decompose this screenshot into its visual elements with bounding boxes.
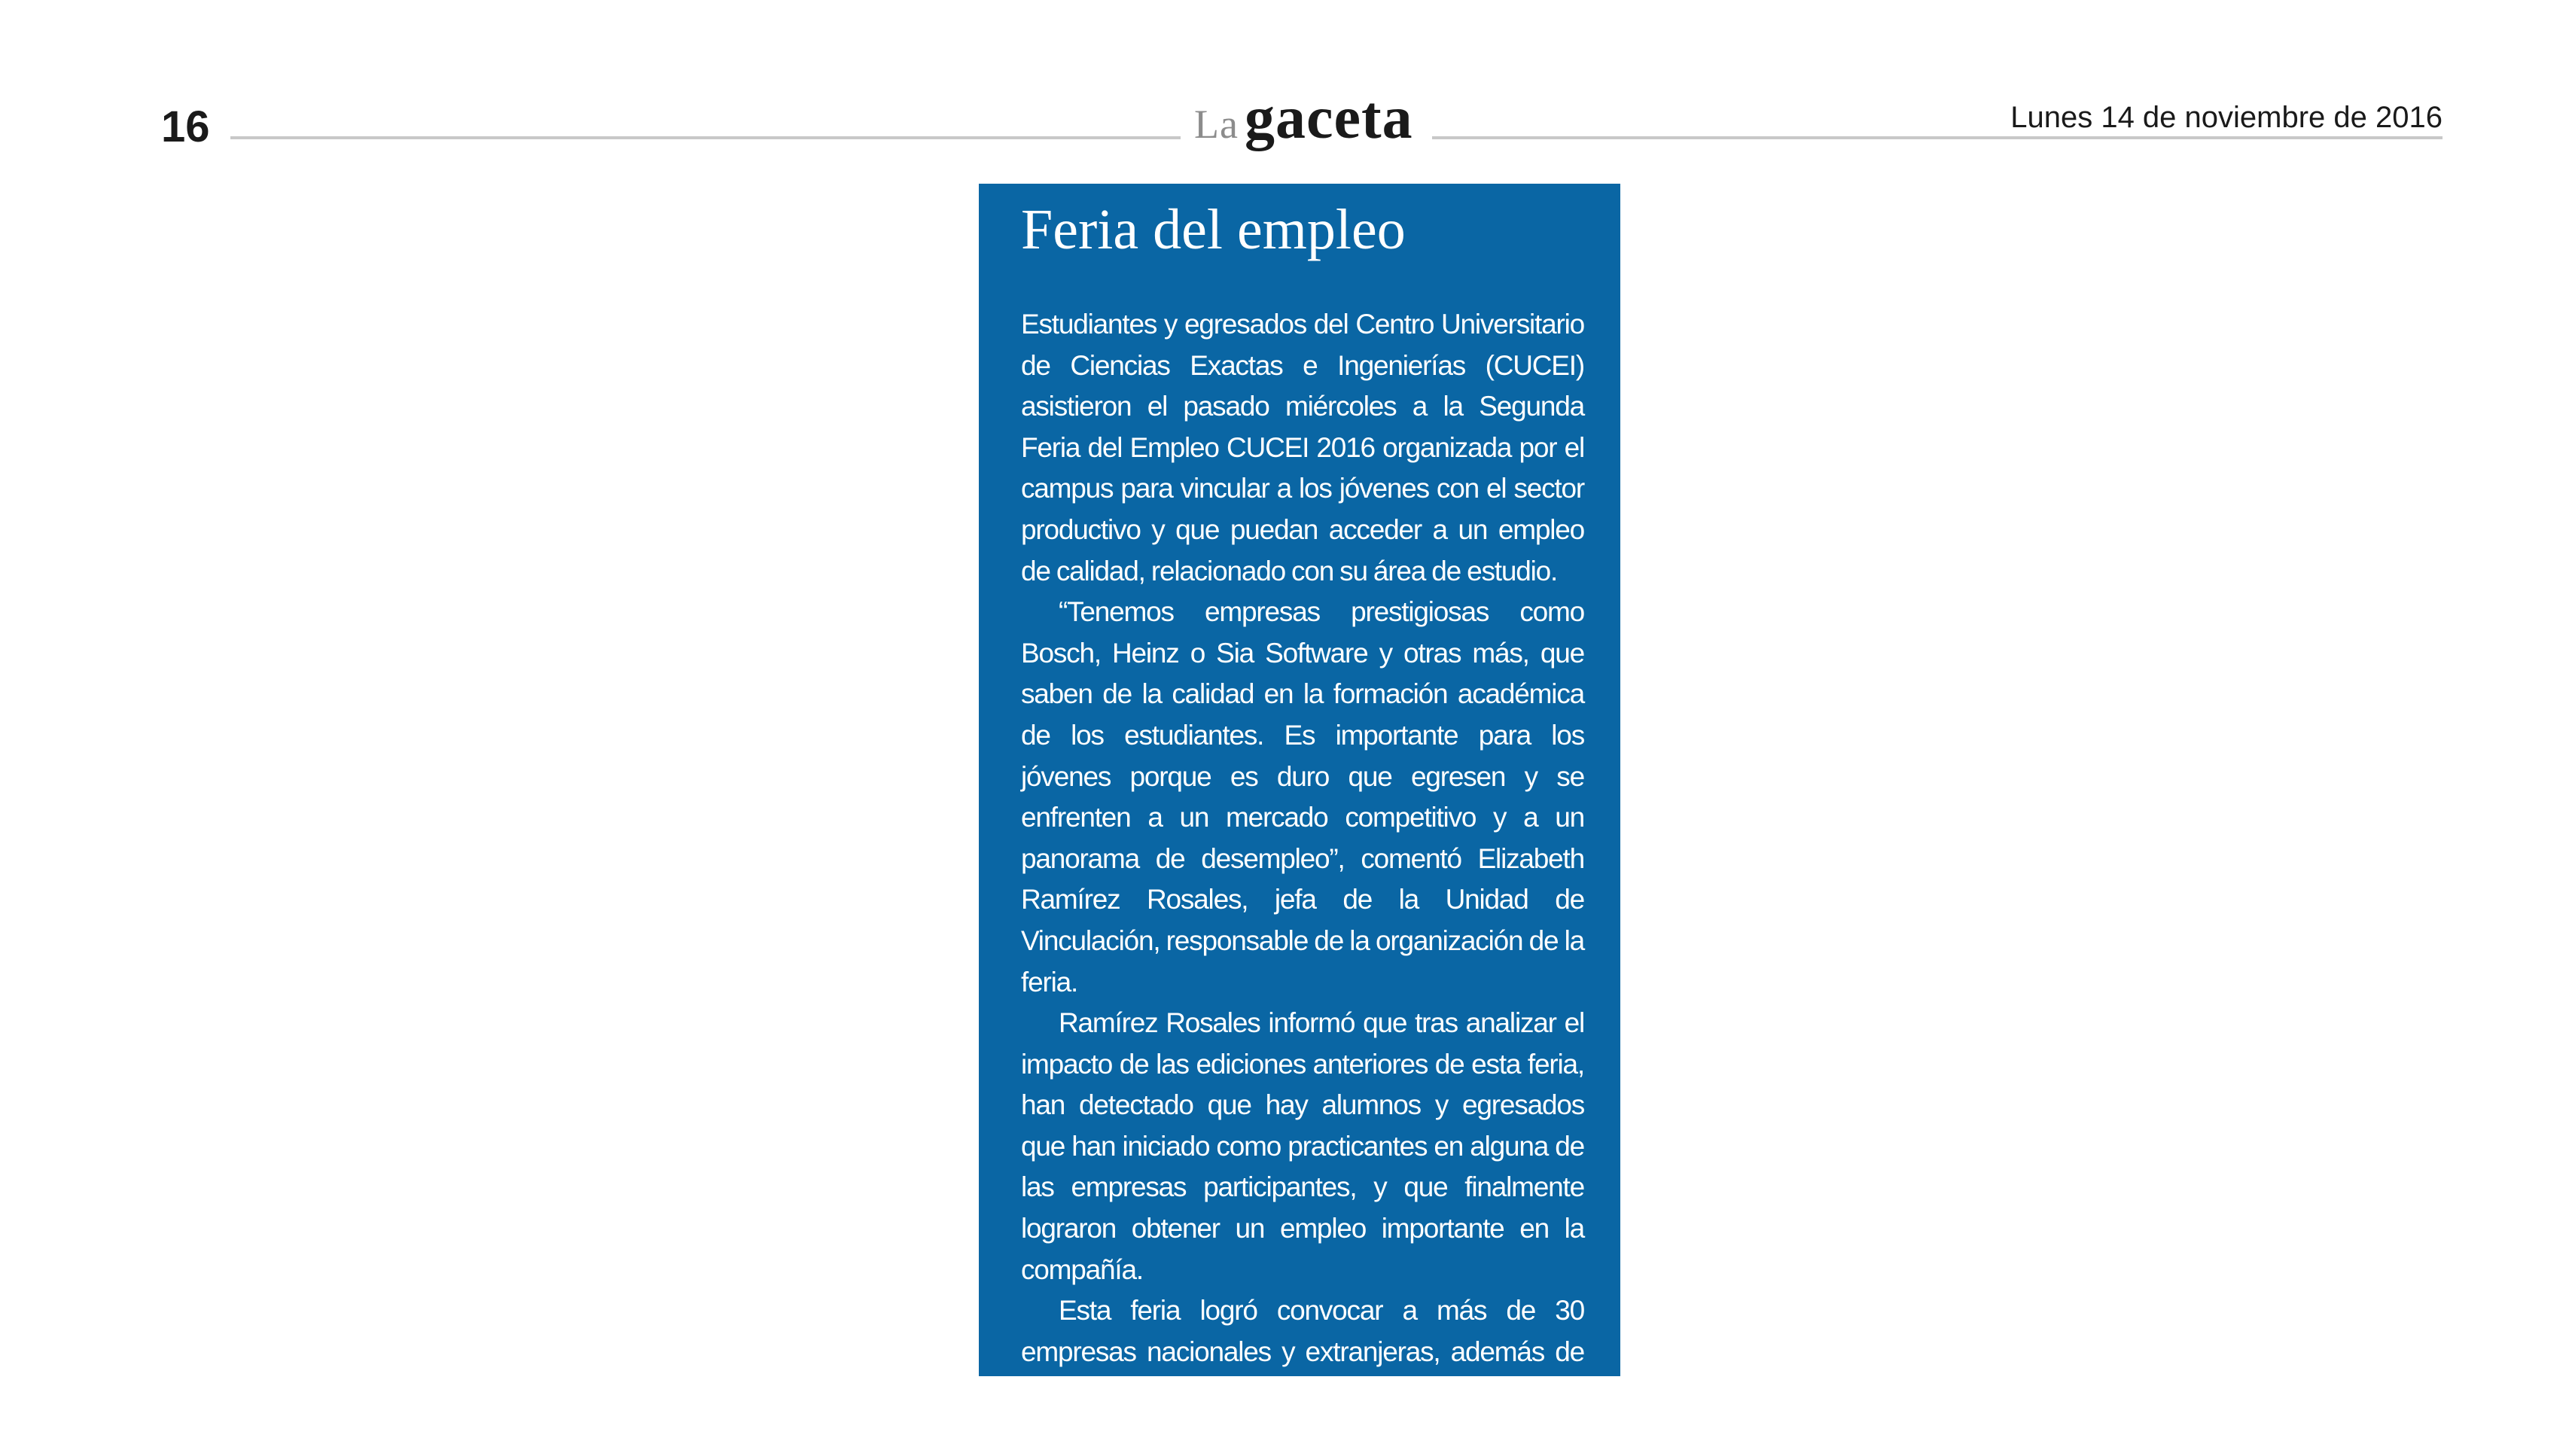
- masthead-logo: [1194, 84, 1420, 160]
- article-paragraph-4: [1021, 1290, 1584, 1455]
- article-box: [979, 184, 1620, 1450]
- end-mark-icon: ♦: [1141, 1421, 1153, 1450]
- article-paragraph-4-text: Esta feria logró convocar a más de 30 empresas nacionales y extranjeras, además de entidades gubernamentales y organizaciones civiles.: [1021, 1295, 1584, 1450]
- header-rule-left: [230, 136, 1181, 139]
- masthead-name: gaceta: [1244, 85, 1413, 151]
- issue-date: Lunes 14 de noviembre de 2016: [2010, 101, 2443, 134]
- header-rule-right: [1432, 136, 2443, 139]
- article-paragraph-2: “Tenemos empresas prestigiosas como Bosch, Heinz o Sia Software y otras más, que saben de la calidad en la formación académica de los estudiantes. Es importante para los jóvenes porque es duro que egresen y se enfrenten a un mercado competitivo y a un panorama de desempleo”, comentó Elizabeth Ramírez Rosales, jefa de la Unidad de Vinculación, responsable de la organización de la feria.: [1021, 596, 1584, 998]
- article-title: Feria del empleo: [1021, 198, 1406, 261]
- masthead-prefix: La: [1194, 102, 1239, 147]
- article-paragraph-1: Estudiantes y egresados del Centro Universitario de Ciencias Exactas e Ingenierías (CUCEI) asistieron el pasado miércoles a la Segunda Feria del Empleo CUCEI 2016 organizada por el campus para vincular a los jóvenes con el sector productivo y que puedan acceder a un empleo de calidad, relacionado con su área de estudio.: [1021, 309, 1584, 586]
- page-number: 16: [161, 102, 210, 151]
- article-body: [1021, 304, 1584, 1456]
- article-paragraph-3: Ramírez Rosales informó que tras analizar el impacto de las ediciones anteriores de esta feria, han detectado que hay alumnos y egresados que han iniciado como practicantes en alguna de las empresas participantes, y que finalmente lograron obtener un empleo importante en la compañía.: [1021, 1007, 1584, 1285]
